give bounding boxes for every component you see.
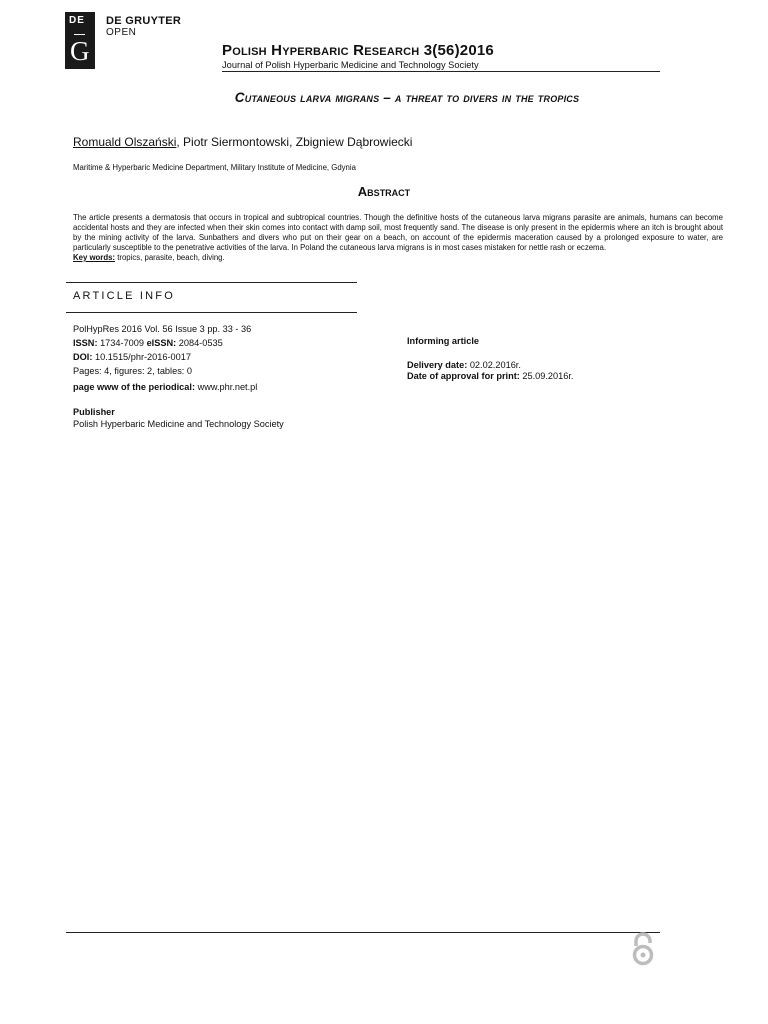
logo-mark-bottom: G [70, 36, 90, 66]
publisher-name: DE GRUYTER [106, 15, 182, 27]
www-line [73, 380, 257, 394]
doi-label: DOI: [73, 352, 93, 362]
header-rule [222, 71, 660, 72]
article-type: Informing article [407, 336, 479, 346]
publisher-name-text: Polish Hyperbaric Medicine and Technology Society [73, 419, 284, 429]
www-label: page www of the periodical: [73, 382, 196, 392]
co-authors: , Piotr Siermontowski, Zbigniew Dąbrowiecki [176, 135, 413, 149]
first-author: Romuald Olszański [73, 135, 177, 149]
delivery-value: 02.02.2016r. [467, 360, 521, 370]
abstract-heading: Abstract [357, 184, 411, 199]
article-info-top-rule [66, 282, 357, 283]
publisher-sub: OPEN [106, 27, 137, 38]
keywords: tropics, parasite, beach, diving. [115, 253, 225, 262]
approval-label: Date of approval for print: [407, 371, 520, 381]
doi-value: 10.1515/phr-2016-0017 [92, 352, 191, 362]
logo-divider [74, 34, 85, 35]
affiliation: Maritime & Hyperbaric Medicine Department, Military Institute of Medicine, Gdynia [73, 163, 356, 172]
issn-line [73, 336, 257, 350]
keywords-label: Key words: [73, 253, 116, 262]
eissn-value: 2084-0535 [176, 338, 223, 348]
approval-value: 25.09.2016r. [519, 371, 574, 381]
publisher-logo-mark [65, 12, 95, 69]
open-access-lock-icon [630, 932, 656, 966]
doi-line [73, 350, 257, 364]
abstract-body [73, 213, 723, 263]
journal-title: Polish Hyperbaric Research 3(56)2016 [222, 42, 494, 59]
issn-value: 1734-7009 [97, 338, 147, 348]
article-info-bottom-rule [66, 312, 357, 313]
article-info-heading: ARTICLE INFO [73, 290, 175, 302]
citation: PolHypRes 2016 Vol. 56 Issue 3 pp. 33 - 36 [73, 324, 252, 334]
footer-rule [66, 932, 660, 933]
publisher-label: Publisher [73, 407, 115, 417]
authors [73, 135, 412, 149]
pages-info: Pages: 4, figures: 2, tables: 0 [73, 366, 192, 376]
issn-label: ISSN: [73, 338, 98, 348]
logo-mark-top: DE [69, 15, 85, 26]
publisher-block [73, 406, 284, 430]
citation-details [73, 322, 257, 394]
www-link[interactable]: www.phr.net.pl [195, 382, 258, 392]
journal-subtitle: Journal of Polish Hyperbaric Medicine and Technology Society [222, 60, 479, 70]
delivery-label: Delivery date: [407, 360, 468, 370]
approval-line [407, 369, 573, 383]
article-title: Cutaneous larva migrans – a threat to divers in the tropics [234, 90, 580, 105]
abstract-text: The article presents a dermatosis that occurs in tropical and subtropical countries. Though the definitive hosts of the cutaneous larva migrans parasite are animals, humans can become accidental hosts and they are infected when their skin comes into contact with damp soil, most frequently sand. The disease is only present in the epidermis where an itch is brought about by the mining activity of the larva. Sunbathers and divers who put on their gear on a beach, on account of the epidermis maceration caused by a prolonged exposure to water, are particularly susceptible to the penetrative activities of the larva. In Poland the cutaneous larva migrans is in most cases mistaken for nettle rash or eczema. [73, 213, 723, 252]
eissn-label: eISSN: [146, 338, 177, 348]
article-dates [407, 334, 573, 383]
